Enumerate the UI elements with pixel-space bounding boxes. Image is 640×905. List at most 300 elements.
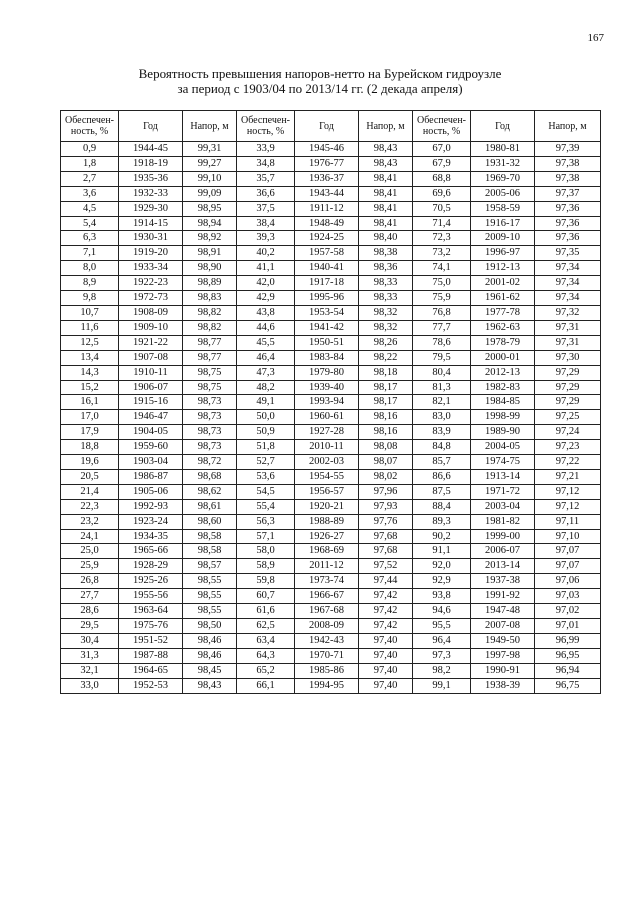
probability-cell: 27,7 xyxy=(61,589,119,604)
head-cell: 97,06 xyxy=(535,574,601,589)
head-cell: 97,52 xyxy=(359,559,413,574)
head-cell: 98,62 xyxy=(183,484,237,499)
head-cell: 98,07 xyxy=(359,455,413,470)
head-cell: 99,09 xyxy=(183,186,237,201)
probability-cell: 40,2 xyxy=(237,246,295,261)
probability-cell: 44,6 xyxy=(237,320,295,335)
head-cell: 97,32 xyxy=(535,305,601,320)
table-row xyxy=(61,604,601,619)
year-cell: 1991-92 xyxy=(471,589,535,604)
probability-cell: 91,1 xyxy=(413,544,471,559)
year-cell: 1995-96 xyxy=(295,291,359,306)
head-cell: 97,68 xyxy=(359,544,413,559)
year-cell: 1955-56 xyxy=(119,589,183,604)
head-cell: 98,91 xyxy=(183,246,237,261)
table-row xyxy=(61,380,601,395)
year-cell: 1911-12 xyxy=(295,201,359,216)
year-cell: 1954-55 xyxy=(295,469,359,484)
probability-cell: 17,0 xyxy=(61,410,119,425)
head-cell: 98,73 xyxy=(183,395,237,410)
year-cell: 1932-33 xyxy=(119,186,183,201)
year-cell: 1966-67 xyxy=(295,589,359,604)
year-cell: 1937-38 xyxy=(471,574,535,589)
head-cell: 98,50 xyxy=(183,619,237,634)
probability-cell: 89,3 xyxy=(413,514,471,529)
year-cell: 1993-94 xyxy=(295,395,359,410)
year-cell: 1997-98 xyxy=(471,648,535,663)
table-row xyxy=(61,246,601,261)
head-cell: 97,39 xyxy=(535,142,601,157)
year-cell: 1922-23 xyxy=(119,276,183,291)
year-cell: 1945-46 xyxy=(295,142,359,157)
head-cell: 98,90 xyxy=(183,261,237,276)
probability-cell: 54,5 xyxy=(237,484,295,499)
year-cell: 1923-24 xyxy=(119,514,183,529)
probability-cell: 78,6 xyxy=(413,335,471,350)
probability-cell: 64,3 xyxy=(237,648,295,663)
probability-cell: 31,3 xyxy=(61,648,119,663)
probability-cell: 37,5 xyxy=(237,201,295,216)
table-row xyxy=(61,544,601,559)
head-cell: 98,89 xyxy=(183,276,237,291)
head-cell: 97,02 xyxy=(535,604,601,619)
year-cell: 2006-07 xyxy=(471,544,535,559)
probability-cell: 83,0 xyxy=(413,410,471,425)
year-cell: 1929-30 xyxy=(119,201,183,216)
header-year: Год xyxy=(471,111,535,142)
head-cell: 97,24 xyxy=(535,425,601,440)
probability-cell: 79,5 xyxy=(413,350,471,365)
head-cell: 97,96 xyxy=(359,484,413,499)
year-cell: 1946-47 xyxy=(119,410,183,425)
probability-cell: 8,0 xyxy=(61,261,119,276)
probability-cell: 36,6 xyxy=(237,186,295,201)
head-cell: 97,29 xyxy=(535,395,601,410)
head-cell: 98,83 xyxy=(183,291,237,306)
head-cell: 98,58 xyxy=(183,544,237,559)
year-cell: 1999-00 xyxy=(471,529,535,544)
head-cell: 98,43 xyxy=(359,142,413,157)
probability-cell: 0,9 xyxy=(61,142,119,157)
head-cell: 98,73 xyxy=(183,425,237,440)
head-cell: 98,32 xyxy=(359,305,413,320)
head-cell: 98,75 xyxy=(183,380,237,395)
head-cell: 97,31 xyxy=(535,320,601,335)
head-cell: 98,41 xyxy=(359,186,413,201)
probability-cell: 21,4 xyxy=(61,484,119,499)
head-cell: 96,99 xyxy=(535,633,601,648)
probability-cell: 41,1 xyxy=(237,261,295,276)
table-row xyxy=(61,201,601,216)
probability-cell: 50,0 xyxy=(237,410,295,425)
year-cell: 1967-68 xyxy=(295,604,359,619)
year-cell: 1930-31 xyxy=(119,231,183,246)
header-head: Напор, м xyxy=(535,111,601,142)
head-cell: 98,38 xyxy=(359,246,413,261)
probability-cell: 75,0 xyxy=(413,276,471,291)
probability-cell: 10,7 xyxy=(61,305,119,320)
table-row xyxy=(61,529,601,544)
head-cell: 97,12 xyxy=(535,484,601,499)
probability-cell: 56,3 xyxy=(237,514,295,529)
year-cell: 1951-52 xyxy=(119,633,183,648)
head-cell: 98,08 xyxy=(359,440,413,455)
probability-cell: 60,7 xyxy=(237,589,295,604)
probability-cell: 96,4 xyxy=(413,633,471,648)
header-probability: Обеспечен-ность, % xyxy=(61,111,119,142)
probability-cell: 93,8 xyxy=(413,589,471,604)
head-cell: 96,75 xyxy=(535,678,601,693)
probability-cell: 57,1 xyxy=(237,529,295,544)
head-cell: 97,40 xyxy=(359,648,413,663)
probability-cell: 67,9 xyxy=(413,156,471,171)
probability-cell: 39,3 xyxy=(237,231,295,246)
probability-cell: 23,2 xyxy=(61,514,119,529)
probability-cell: 84,8 xyxy=(413,440,471,455)
head-cell: 98,55 xyxy=(183,574,237,589)
head-cell: 97,29 xyxy=(535,380,601,395)
table-row xyxy=(61,365,601,380)
year-cell: 1918-19 xyxy=(119,156,183,171)
probability-cell: 19,6 xyxy=(61,455,119,470)
probability-cell: 74,1 xyxy=(413,261,471,276)
head-cell: 98,18 xyxy=(359,365,413,380)
year-cell: 1977-78 xyxy=(471,305,535,320)
probability-cell: 69,6 xyxy=(413,186,471,201)
head-cell: 98,17 xyxy=(359,380,413,395)
year-cell: 1949-50 xyxy=(471,633,535,648)
table-row xyxy=(61,574,601,589)
probability-cell: 58,0 xyxy=(237,544,295,559)
head-cell: 98,16 xyxy=(359,410,413,425)
head-cell: 98,43 xyxy=(359,156,413,171)
head-cell: 98,41 xyxy=(359,201,413,216)
year-cell: 1915-16 xyxy=(119,395,183,410)
header-probability: Обеспечен-ность, % xyxy=(237,111,295,142)
table-body xyxy=(61,142,601,694)
table-row xyxy=(61,589,601,604)
year-cell: 1921-22 xyxy=(119,335,183,350)
header-head: Напор, м xyxy=(183,111,237,142)
table-header-row xyxy=(61,111,601,142)
year-cell: 1970-71 xyxy=(295,648,359,663)
probability-cell: 66,1 xyxy=(237,678,295,693)
head-cell: 98,33 xyxy=(359,291,413,306)
year-cell: 1961-62 xyxy=(471,291,535,306)
head-cell: 97,36 xyxy=(535,231,601,246)
probability-cell: 33,0 xyxy=(61,678,119,693)
probability-cell: 14,3 xyxy=(61,365,119,380)
year-cell: 1984-85 xyxy=(471,395,535,410)
year-cell: 1948-49 xyxy=(295,216,359,231)
probability-cell: 45,5 xyxy=(237,335,295,350)
probability-cell: 32,1 xyxy=(61,663,119,678)
year-cell: 1913-14 xyxy=(471,469,535,484)
year-cell: 1988-89 xyxy=(295,514,359,529)
head-cell: 97,42 xyxy=(359,619,413,634)
table-row xyxy=(61,216,601,231)
year-cell: 1952-53 xyxy=(119,678,183,693)
year-cell: 1917-18 xyxy=(295,276,359,291)
probability-cell: 7,1 xyxy=(61,246,119,261)
head-cell: 97,38 xyxy=(535,171,601,186)
probability-cell: 51,8 xyxy=(237,440,295,455)
year-cell: 1906-07 xyxy=(119,380,183,395)
year-cell: 1927-28 xyxy=(295,425,359,440)
probability-cell: 30,4 xyxy=(61,633,119,648)
year-cell: 2010-11 xyxy=(295,440,359,455)
year-cell: 1934-35 xyxy=(119,529,183,544)
head-cell: 98,46 xyxy=(183,633,237,648)
head-cell: 98,02 xyxy=(359,469,413,484)
year-cell: 2003-04 xyxy=(471,499,535,514)
head-cell: 97,35 xyxy=(535,246,601,261)
head-cell: 98,72 xyxy=(183,455,237,470)
year-cell: 1926-27 xyxy=(295,529,359,544)
probability-cell: 63,4 xyxy=(237,633,295,648)
year-cell: 1985-86 xyxy=(295,663,359,678)
head-cell: 98,94 xyxy=(183,216,237,231)
head-cell: 98,26 xyxy=(359,335,413,350)
year-cell: 2002-03 xyxy=(295,455,359,470)
probability-cell: 24,1 xyxy=(61,529,119,544)
table-row xyxy=(61,499,601,514)
year-cell: 1908-09 xyxy=(119,305,183,320)
head-cell: 97,38 xyxy=(535,156,601,171)
year-cell: 1987-88 xyxy=(119,648,183,663)
head-cell: 98,68 xyxy=(183,469,237,484)
year-cell: 1907-08 xyxy=(119,350,183,365)
table-row xyxy=(61,291,601,306)
year-cell: 1979-80 xyxy=(295,365,359,380)
probability-cell: 90,2 xyxy=(413,529,471,544)
year-cell: 1928-29 xyxy=(119,559,183,574)
table-row xyxy=(61,633,601,648)
head-cell: 98,41 xyxy=(359,216,413,231)
probability-cell: 9,8 xyxy=(61,291,119,306)
probability-cell: 34,8 xyxy=(237,156,295,171)
head-cell: 98,77 xyxy=(183,350,237,365)
head-cell: 97,76 xyxy=(359,514,413,529)
year-cell: 1971-72 xyxy=(471,484,535,499)
table-row xyxy=(61,186,601,201)
table-row xyxy=(61,350,601,365)
probability-cell: 3,6 xyxy=(61,186,119,201)
probability-cell: 92,9 xyxy=(413,574,471,589)
probability-cell: 8,9 xyxy=(61,276,119,291)
year-cell: 1939-40 xyxy=(295,380,359,395)
probability-cell: 53,6 xyxy=(237,469,295,484)
probability-cell: 20,5 xyxy=(61,469,119,484)
probability-cell: 61,6 xyxy=(237,604,295,619)
head-cell: 96,94 xyxy=(535,663,601,678)
head-cell: 98,77 xyxy=(183,335,237,350)
probability-cell: 4,5 xyxy=(61,201,119,216)
table-row xyxy=(61,171,601,186)
year-cell: 1963-64 xyxy=(119,604,183,619)
head-cell: 98,73 xyxy=(183,440,237,455)
year-cell: 1919-20 xyxy=(119,246,183,261)
year-cell: 1938-39 xyxy=(471,678,535,693)
probability-cell: 15,2 xyxy=(61,380,119,395)
probability-cell: 2,7 xyxy=(61,171,119,186)
probability-cell: 25,9 xyxy=(61,559,119,574)
probability-cell: 55,4 xyxy=(237,499,295,514)
probability-cell: 6,3 xyxy=(61,231,119,246)
probability-cell: 17,9 xyxy=(61,425,119,440)
probability-cell: 81,3 xyxy=(413,380,471,395)
year-cell: 2005-06 xyxy=(471,186,535,201)
probability-cell: 88,4 xyxy=(413,499,471,514)
table-row xyxy=(61,231,601,246)
probability-cell: 98,2 xyxy=(413,663,471,678)
year-cell: 1909-10 xyxy=(119,320,183,335)
head-cell: 98,46 xyxy=(183,648,237,663)
table-row xyxy=(61,484,601,499)
table-row xyxy=(61,678,601,693)
head-cell: 98,43 xyxy=(183,678,237,693)
probability-cell: 26,8 xyxy=(61,574,119,589)
year-cell: 1980-81 xyxy=(471,142,535,157)
probability-cell: 35,7 xyxy=(237,171,295,186)
year-cell: 1960-61 xyxy=(295,410,359,425)
probability-cell: 16,1 xyxy=(61,395,119,410)
year-cell: 1972-73 xyxy=(119,291,183,306)
head-cell: 97,40 xyxy=(359,633,413,648)
probability-cell: 18,8 xyxy=(61,440,119,455)
year-cell: 1956-57 xyxy=(295,484,359,499)
table-row xyxy=(61,469,601,484)
probability-cell: 65,2 xyxy=(237,663,295,678)
head-cell: 98,36 xyxy=(359,261,413,276)
probability-cell: 43,8 xyxy=(237,305,295,320)
table-row xyxy=(61,663,601,678)
year-cell: 1973-74 xyxy=(295,574,359,589)
probability-cell: 97,3 xyxy=(413,648,471,663)
head-cell: 98,32 xyxy=(359,320,413,335)
head-cell: 97,29 xyxy=(535,365,601,380)
probability-cell: 83,9 xyxy=(413,425,471,440)
header-year: Год xyxy=(119,111,183,142)
head-cell: 97,36 xyxy=(535,201,601,216)
probability-cell: 46,4 xyxy=(237,350,295,365)
year-cell: 1944-45 xyxy=(119,142,183,157)
head-cell: 98,45 xyxy=(183,663,237,678)
head-cell: 98,22 xyxy=(359,350,413,365)
probability-cell: 72,3 xyxy=(413,231,471,246)
head-cell: 97,34 xyxy=(535,291,601,306)
probability-cell: 25,0 xyxy=(61,544,119,559)
year-cell: 1953-54 xyxy=(295,305,359,320)
year-cell: 1943-44 xyxy=(295,186,359,201)
year-cell: 2004-05 xyxy=(471,440,535,455)
head-cell: 97,36 xyxy=(535,216,601,231)
year-cell: 1957-58 xyxy=(295,246,359,261)
year-cell: 1983-84 xyxy=(295,350,359,365)
probability-cell: 13,4 xyxy=(61,350,119,365)
head-cell: 98,95 xyxy=(183,201,237,216)
year-cell: 1964-65 xyxy=(119,663,183,678)
probability-cell: 50,9 xyxy=(237,425,295,440)
head-cell: 98,60 xyxy=(183,514,237,529)
probability-cell: 12,5 xyxy=(61,335,119,350)
head-cell: 98,33 xyxy=(359,276,413,291)
head-cell: 97,07 xyxy=(535,544,601,559)
probability-cell: 47,3 xyxy=(237,365,295,380)
head-cell: 98,82 xyxy=(183,320,237,335)
head-cell: 97,31 xyxy=(535,335,601,350)
year-cell: 1958-59 xyxy=(471,201,535,216)
head-cell: 97,37 xyxy=(535,186,601,201)
year-cell: 1978-79 xyxy=(471,335,535,350)
head-cell: 97,12 xyxy=(535,499,601,514)
probability-cell: 99,1 xyxy=(413,678,471,693)
head-cell: 98,73 xyxy=(183,410,237,425)
probability-cell: 95,5 xyxy=(413,619,471,634)
year-cell: 1996-97 xyxy=(471,246,535,261)
table-row xyxy=(61,619,601,634)
head-cell: 96,95 xyxy=(535,648,601,663)
probability-cell: 92,0 xyxy=(413,559,471,574)
head-cell: 98,17 xyxy=(359,395,413,410)
table-row xyxy=(61,410,601,425)
year-cell: 1942-43 xyxy=(295,633,359,648)
head-cell: 98,55 xyxy=(183,604,237,619)
probability-cell: 67,0 xyxy=(413,142,471,157)
year-cell: 1940-41 xyxy=(295,261,359,276)
title-line-2: за период с 1903/04 по 2013/14 гг. (2 декада апреля) xyxy=(177,81,463,96)
year-cell: 2011-12 xyxy=(295,559,359,574)
probability-cell: 48,2 xyxy=(237,380,295,395)
probability-cell: 77,7 xyxy=(413,320,471,335)
table-row xyxy=(61,276,601,291)
year-cell: 2012-13 xyxy=(471,365,535,380)
year-cell: 1965-66 xyxy=(119,544,183,559)
year-cell: 2009-10 xyxy=(471,231,535,246)
head-cell: 97,10 xyxy=(535,529,601,544)
year-cell: 1998-99 xyxy=(471,410,535,425)
head-cell: 97,40 xyxy=(359,678,413,693)
year-cell: 2001-02 xyxy=(471,276,535,291)
table-row xyxy=(61,514,601,529)
probability-cell: 42,0 xyxy=(237,276,295,291)
head-cell: 98,58 xyxy=(183,529,237,544)
probability-cell: 5,4 xyxy=(61,216,119,231)
year-cell: 2007-08 xyxy=(471,619,535,634)
table-row xyxy=(61,395,601,410)
year-cell: 1941-42 xyxy=(295,320,359,335)
year-cell: 1925-26 xyxy=(119,574,183,589)
head-cell: 97,93 xyxy=(359,499,413,514)
head-cell: 97,42 xyxy=(359,604,413,619)
year-cell: 2000-01 xyxy=(471,350,535,365)
year-cell: 1903-04 xyxy=(119,455,183,470)
head-cell: 98,16 xyxy=(359,425,413,440)
head-cell: 97,44 xyxy=(359,574,413,589)
head-cell: 98,55 xyxy=(183,589,237,604)
probability-cell: 11,6 xyxy=(61,320,119,335)
year-cell: 1974-75 xyxy=(471,455,535,470)
year-cell: 2013-14 xyxy=(471,559,535,574)
year-cell: 1936-37 xyxy=(295,171,359,186)
probability-cell: 80,4 xyxy=(413,365,471,380)
page-number: 167 xyxy=(587,32,604,44)
table-row xyxy=(61,335,601,350)
year-cell: 1981-82 xyxy=(471,514,535,529)
head-cell: 97,25 xyxy=(535,410,601,425)
head-cell: 98,82 xyxy=(183,305,237,320)
head-cell: 98,75 xyxy=(183,365,237,380)
